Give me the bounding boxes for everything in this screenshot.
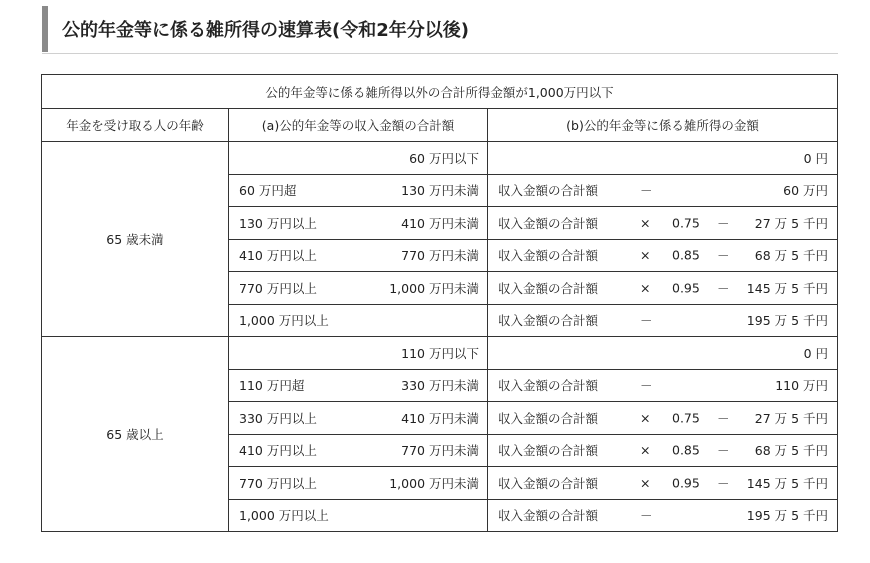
formula-rate: 0.95 — [672, 475, 700, 491]
misc-income-formula-cell — [488, 369, 838, 402]
formula-rate: 0.95 — [672, 280, 700, 296]
misc-income-formula-cell — [488, 467, 838, 500]
formula-base-label: 収入金額の合計額 — [498, 378, 599, 394]
income-range-cell — [229, 174, 488, 207]
income-range-lower: 410 万円以上 — [239, 443, 317, 459]
misc-income-formula-cell — [488, 207, 838, 240]
formula-operator: × — [640, 280, 651, 296]
formula-operator: × — [640, 442, 651, 458]
income-range-cell — [229, 369, 488, 402]
formula-base-label: 収入金額の合計額 — [498, 508, 599, 524]
formula-base-label: 収入金額の合計額 — [498, 410, 599, 426]
formula-operator: × — [640, 475, 651, 491]
income-range-upper: 410 万円未満 — [401, 410, 479, 426]
formula-amount: 195 万 5 千円 — [746, 508, 829, 524]
formula-operator: × — [640, 215, 651, 231]
income-range-upper: 1,000 万円未満 — [389, 475, 479, 491]
income-range-lower: 770 万円以上 — [239, 280, 317, 296]
formula-amount: 110 万円 — [775, 378, 829, 394]
income-range-cell — [229, 467, 488, 500]
header-income-total: (a)公的年金等の収入金額の合計額 — [229, 109, 488, 142]
formula-base-label: 収入金額の合計額 — [498, 248, 599, 264]
header-misc-income: (b)公的年金等に係る雑所得の金額 — [488, 109, 838, 142]
table-caption: 公的年金等に係る雑所得以外の合計所得金額が1,000万円以下 — [42, 75, 838, 109]
income-range-upper: 130 万円未満 — [401, 183, 479, 199]
income-range-lower: 330 万円以上 — [239, 410, 317, 426]
formula-operator: × — [640, 410, 651, 426]
formula-amount: 60 万円 — [783, 183, 829, 199]
table-row — [42, 142, 838, 175]
income-range-lower: 1,000 万円以上 — [239, 313, 329, 329]
misc-income-formula-cell — [488, 434, 838, 467]
formula-amount: 27 万 5 千円 — [754, 410, 829, 426]
table-caption-row — [42, 75, 838, 109]
misc-income-formula-cell — [488, 304, 838, 337]
formula-amount: 68 万 5 千円 — [754, 248, 829, 264]
misc-income-formula-cell — [488, 174, 838, 207]
formula-operator: × — [640, 247, 651, 263]
income-range-lower: 110 万円超 — [239, 378, 305, 394]
income-range-upper: 110 万円以下 — [401, 345, 479, 361]
formula-minus: － — [717, 280, 730, 296]
misc-income-formula-cell — [488, 402, 838, 435]
income-range-cell — [229, 402, 488, 435]
income-range-lower: 130 万円以上 — [239, 215, 317, 231]
income-range-lower: 770 万円以上 — [239, 475, 317, 491]
formula-base-label: 収入金額の合計額 — [498, 443, 599, 459]
income-range-lower: 60 万円超 — [239, 183, 297, 199]
formula-amount: 0 円 — [803, 345, 829, 361]
quick-calc-table — [41, 74, 838, 532]
misc-income-formula-cell — [488, 142, 838, 175]
income-range-upper: 410 万円未満 — [401, 215, 479, 231]
formula-operator: － — [640, 183, 653, 199]
formula-minus: － — [717, 410, 730, 426]
income-range-lower: 1,000 万円以上 — [239, 508, 329, 524]
misc-income-formula-cell — [488, 272, 838, 305]
page-title — [42, 6, 838, 52]
income-range-cell — [229, 239, 488, 272]
income-range-cell — [229, 142, 488, 175]
formula-amount: 68 万 5 千円 — [754, 443, 829, 459]
income-range-cell — [229, 272, 488, 305]
income-range-cell — [229, 434, 488, 467]
income-range-cell — [229, 499, 488, 532]
age-group-cell: 65 歳未満 — [42, 142, 229, 337]
misc-income-formula-cell — [488, 337, 838, 370]
title-divider — [42, 53, 838, 54]
income-range-cell — [229, 337, 488, 370]
formula-minus: － — [717, 248, 730, 264]
income-range-cell — [229, 304, 488, 337]
age-group-cell: 65 歳以上 — [42, 337, 229, 532]
header-age: 年金を受け取る人の年齢 — [42, 109, 229, 142]
formula-amount: 27 万 5 千円 — [754, 215, 829, 231]
formula-minus: － — [717, 443, 730, 459]
income-range-upper: 770 万円未満 — [401, 248, 479, 264]
formula-amount: 145 万 5 千円 — [746, 475, 829, 491]
formula-base-label: 収入金額の合計額 — [498, 475, 599, 491]
formula-rate: 0.85 — [672, 442, 700, 458]
formula-base-label: 収入金額の合計額 — [498, 215, 599, 231]
income-range-lower: 410 万円以上 — [239, 248, 317, 264]
misc-income-formula-cell — [488, 239, 838, 272]
formula-amount: 0 円 — [803, 150, 829, 166]
formula-operator: － — [640, 508, 653, 524]
income-range-cell — [229, 207, 488, 240]
misc-income-formula-cell — [488, 499, 838, 532]
formula-rate: 0.75 — [672, 215, 700, 231]
income-range-upper: 1,000 万円未満 — [389, 280, 479, 296]
formula-operator: － — [640, 313, 653, 329]
page-title-text: 公的年金等に係る雑所得の速算表(令和2年分以後) — [62, 20, 469, 41]
income-range-upper: 770 万円未満 — [401, 443, 479, 459]
formula-rate: 0.85 — [672, 247, 700, 263]
formula-base-label: 収入金額の合計額 — [498, 313, 599, 329]
income-range-upper: 330 万円未満 — [401, 378, 479, 394]
income-range-upper: 60 万円以下 — [409, 150, 479, 166]
formula-amount: 145 万 5 千円 — [746, 280, 829, 296]
formula-rate: 0.75 — [672, 410, 700, 426]
formula-amount: 195 万 5 千円 — [746, 313, 829, 329]
table-row — [42, 337, 838, 370]
formula-base-label: 収入金額の合計額 — [498, 280, 599, 296]
formula-minus: － — [717, 475, 730, 491]
formula-base-label: 収入金額の合計額 — [498, 183, 599, 199]
formula-minus: － — [717, 215, 730, 231]
table-header-row — [42, 109, 838, 142]
formula-operator: － — [640, 378, 653, 394]
